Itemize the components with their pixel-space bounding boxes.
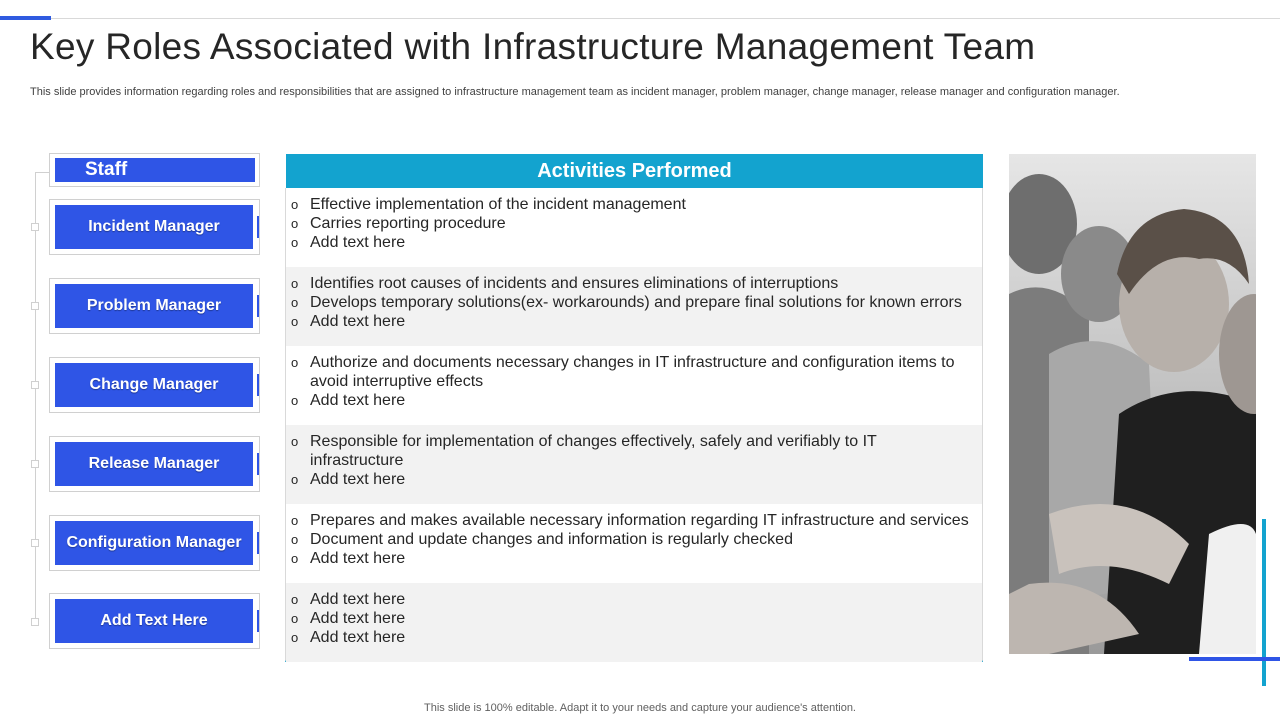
role-release-manager bbox=[49, 436, 260, 492]
role-tick bbox=[257, 295, 259, 317]
activity-item: o Carries reporting procedure bbox=[290, 214, 972, 233]
tree-node bbox=[31, 302, 39, 310]
activity-item: o Add text here bbox=[290, 628, 972, 647]
activity-row bbox=[286, 267, 982, 346]
activity-row bbox=[286, 583, 982, 662]
role-add-text bbox=[49, 593, 260, 649]
activity-item: o Add text here bbox=[290, 312, 972, 331]
activity-row bbox=[286, 346, 982, 425]
staff-header bbox=[49, 153, 260, 187]
tree-node bbox=[31, 539, 39, 547]
activity-item: o Add text here bbox=[290, 470, 972, 489]
activity-item: o Document and update changes and information is regularly checked bbox=[290, 530, 972, 549]
role-change-manager bbox=[49, 357, 260, 413]
activity-item: o Add text here bbox=[290, 233, 972, 252]
activities-table bbox=[285, 188, 983, 662]
activity-item: o Add text here bbox=[290, 609, 972, 628]
role-problem-manager bbox=[49, 278, 260, 334]
role-tick bbox=[257, 610, 259, 632]
activity-item: o Prepares and makes available necessary information regarding IT infrastructure and services bbox=[290, 511, 972, 530]
role-tick bbox=[257, 374, 259, 396]
role-tick bbox=[257, 453, 259, 475]
role-label: Release Manager bbox=[55, 442, 253, 486]
top-accent-bar bbox=[0, 16, 51, 20]
tree-node bbox=[31, 460, 39, 468]
activity-item: o Effective implementation of the incident management bbox=[290, 195, 972, 214]
role-label: Add Text Here bbox=[55, 599, 253, 643]
activity-item: o Add text here bbox=[290, 549, 972, 568]
top-divider bbox=[51, 18, 1280, 19]
role-label: Incident Manager bbox=[55, 205, 253, 249]
page-title: Key Roles Associated with Infrastructure Management Team bbox=[30, 26, 1036, 67]
role-label: Configuration Manager bbox=[55, 521, 253, 565]
team-photo-illustration bbox=[1009, 154, 1256, 654]
activity-row bbox=[286, 425, 982, 504]
tree-node bbox=[31, 618, 39, 626]
role-tick bbox=[257, 216, 259, 238]
role-label: Problem Manager bbox=[55, 284, 253, 328]
activity-item: o Add text here bbox=[290, 590, 972, 609]
footer-note: This slide is 100% editable. Adapt it to your needs and capture your audience's attention. bbox=[424, 702, 856, 714]
role-tick bbox=[257, 532, 259, 554]
activity-row bbox=[286, 188, 982, 267]
staff-tree-top bbox=[35, 172, 49, 173]
activity-row bbox=[286, 504, 982, 583]
activity-item: o Identifies root causes of incidents and ensures eliminations of interruptions bbox=[290, 274, 972, 293]
activity-item: o Add text here bbox=[290, 391, 972, 410]
activity-item: o Develops temporary solutions(ex- workarounds) and prepare final solutions for known errors bbox=[290, 293, 972, 312]
role-incident-manager bbox=[49, 199, 260, 255]
role-label: Change Manager bbox=[55, 363, 253, 407]
staff-header-label: Staff bbox=[55, 158, 255, 182]
tree-node bbox=[31, 223, 39, 231]
activity-item: o Responsible for implementation of changes effectively, safely and verifiably to IT infrastructure bbox=[290, 432, 972, 470]
team-photo bbox=[1009, 154, 1256, 654]
activity-item: o Authorize and documents necessary changes in IT infrastructure and configuration items to avoid interruptive effects bbox=[290, 353, 972, 391]
role-configuration-manager bbox=[49, 515, 260, 571]
page-subtitle: This slide provides information regarding roles and responsibilities that are assigned to infrastructure management team as incident manager, problem manager, change manager, release manager and configuration manager. bbox=[30, 86, 1120, 98]
tree-node bbox=[31, 381, 39, 389]
staff-tree-line bbox=[35, 172, 36, 622]
photo-accent-horizontal bbox=[1189, 657, 1280, 661]
activities-header: Activities Performed bbox=[286, 154, 983, 188]
